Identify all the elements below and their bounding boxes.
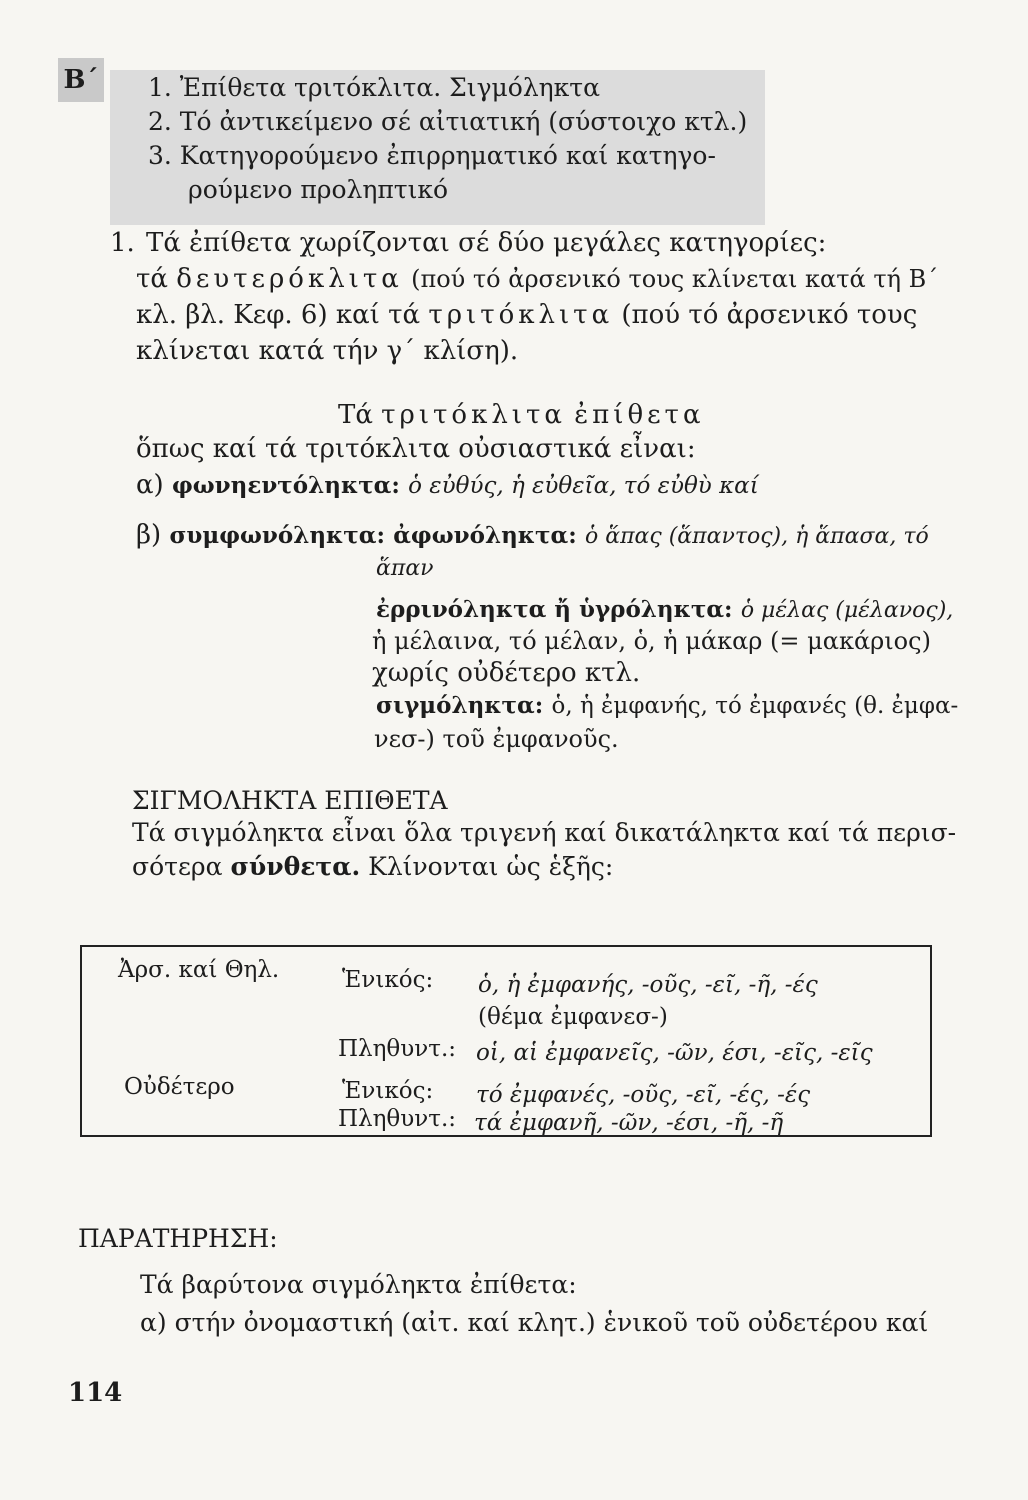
- table-mf-singular-label: Ἑνικός:: [342, 967, 434, 993]
- sigma-line-2: σότερα σύνθετα. Κλίνονται ὡς ἑξῆς:: [132, 852, 614, 881]
- intro-line-1: Τά ἐπίθετα χωρίζονται σέ δύο μεγάλες κατηγορίες:: [146, 228, 827, 258]
- remark-line-1: Τά βαρύτονα σιγμόληκτα ἐπίθετα:: [140, 1270, 577, 1299]
- errino-line-1: ἐρρινόληκτα ἤ ὑγρόληκτα: ὁ μέλας (μέλανος),: [376, 596, 954, 623]
- intro-number: 1.: [110, 228, 135, 258]
- section-badge: Β΄: [58, 58, 104, 102]
- table-mf-plural-forms: οἱ, αἱ ἐμφανεῖς, -ῶν, έσι, -εῖς, -εῖς: [476, 1040, 873, 1066]
- toc-item-2: 2. Τό ἀντικείμενο σέ αἰτιατική (σύστοιχο κτλ.): [148, 107, 748, 136]
- table-n-plural-forms: τά ἐμφανῆ, -ῶν, -έσι, -ῆ, -ῆ: [474, 1110, 784, 1136]
- page-number: 114: [68, 1378, 123, 1408]
- sigma-heading: ΣΙΓΜΟΛΗΚΤΑ ΕΠΙΘΕΤΑ: [132, 786, 448, 815]
- category-b: β) συμφωνόληκτα: ἀφωνόληκτα: ὁ ἅπας (ἅπαντος), ἡ ἅπασα, τό: [136, 520, 929, 550]
- errino-line-3: χωρίς οὐδέτερο κτλ.: [372, 658, 641, 688]
- table-masc-fem-label: Ἀρσ. καί Θηλ.: [118, 957, 280, 983]
- intro-line-3: κλ. βλ. Κεφ. 6) καί τά τριτόκλιτα (πού τό ἀρσενικό τους: [136, 300, 918, 330]
- table-mf-stem: (θέμα ἐμφανεσ-): [478, 1004, 668, 1030]
- table-mf-singular-forms: ὁ, ἡ ἐμφανής, -οῦς, -εῖ, -ῆ, -ές: [478, 972, 818, 998]
- table-neuter-label: Οὐδέτερο: [124, 1074, 235, 1100]
- toc-item-3-cont: ρούμενο προληπτικό: [188, 175, 449, 204]
- subheading: Τά τριτόκλιτα ἐπίθετα: [338, 400, 705, 430]
- sigma-line-1: Τά σιγμόληκτα εἶναι ὅλα τριγενή καί δικατάληκτα καί τά περισ-: [132, 818, 957, 847]
- remark-line-2: α) στήν ὀνομαστική (αἰτ. καί κλητ.) ἑνικοῦ τοῦ οὐδετέρου καί: [140, 1308, 929, 1337]
- errino-line-2: ἡ μέλαινα, τό μέλαν, ὁ, ἡ μάκαρ (= μακάριος): [372, 627, 931, 655]
- table-mf-plural-label: Πληθυντ.:: [338, 1036, 457, 1062]
- toc-item-3: 3. Κατηγορούμενο ἐπιρρηματικό καί κατηγο-: [148, 141, 716, 170]
- remark-heading: ΠΑΡΑΤΗΡΗΣΗ:: [78, 1224, 278, 1253]
- table-n-plural-label: Πληθυντ.:: [338, 1106, 457, 1132]
- table-n-singular-label: Ἑνικός:: [342, 1078, 434, 1104]
- intro-line-4: κλίνεται κατά τήν γ΄ κλίση).: [136, 336, 519, 366]
- table-n-singular-forms: τό ἐμφανές, -οῦς, -εῖ, -ές, -ές: [476, 1082, 811, 1108]
- sigmo-line-1: σιγμόληκτα: ὁ, ἡ ἐμφανής, τό ἐμφανές (θ. ἐμφα-: [376, 692, 959, 719]
- category-a: α) φωνηεντόληκτα: ὁ εὐθύς, ἡ εὐθεῖα, τό εὐθὺ καί: [136, 470, 759, 500]
- afono-example-2: ἅπαν: [376, 556, 434, 581]
- categories-intro: ὅπως καί τά τριτόκλιτα οὐσιαστικά εἶναι:: [136, 434, 696, 464]
- toc-item-1: 1. Ἐπίθετα τριτόκλιτα. Σιγμόληκτα: [148, 73, 600, 102]
- intro-line-2: τά δευτερόκλιτα (πού τό ἀρσενικό τους κλίνεται κατά τή Β΄: [136, 264, 939, 294]
- sigmo-line-2: νεσ-) τοῦ ἐμφανοῦς.: [374, 725, 619, 753]
